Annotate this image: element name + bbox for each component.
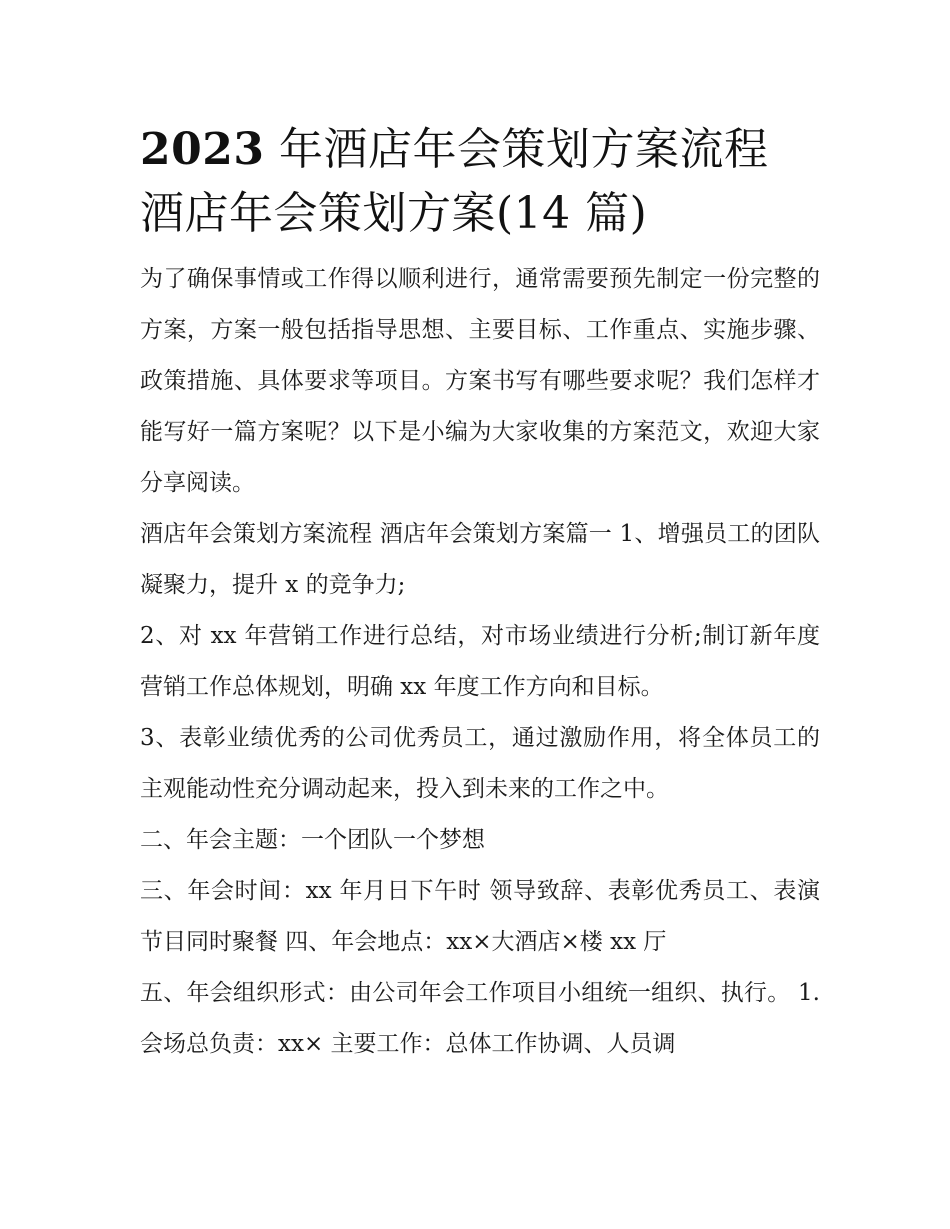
title-text: 年酒店年会策划方案流程 酒店年会策划方案(14 篇) <box>140 124 769 239</box>
title-year: 2023 <box>140 124 265 175</box>
paragraph-goal-1: 酒店年会策划方案流程 酒店年会策划方案篇一 1、增强员工的团队凝聚力，提升 x 的竞争力; <box>140 521 820 598</box>
paragraph-organization: 五、年会组织形式：由公司年会工作项目小组统一组织、执行。 1.会场总负责：xx× 主要工作：总体工作协调、人员调 <box>140 980 820 1057</box>
document-body <box>140 118 820 1070</box>
paragraph-intro: 为了确保事情或工作得以顺利进行，通常需要预先制定一份完整的方案，方案一般包括指导思想、主要目标、工作重点、实施步骤、政策措施、具体要求等项目。方案书写有哪些要求呢？我们怎样才能写好一篇方案呢？以下是小编为大家收集的方案范文，欢迎大家分享阅读。 <box>140 266 820 496</box>
paragraph-theme: 二、年会主题：一个团队一个梦想 <box>140 827 485 853</box>
paragraph-time-location: 三、年会时间：xx 年月日下午时 领导致辞、表彰优秀员工、表演节目同时聚餐 四、年会地点：xx×大酒店×楼 xx 厅 <box>140 878 820 955</box>
document-title <box>140 118 820 246</box>
paragraph-goal-3: 3、表彰业绩优秀的公司优秀员工，通过激励作用，将全体员工的主观能动性充分调动起来，投入到未来的工作之中。 <box>140 725 820 802</box>
paragraph-goal-2: 2、对 xx 年营销工作进行总结，对市场业绩进行分析;制订新年度营销工作总体规划，明确 xx 年度工作方向和目标。 <box>140 623 820 700</box>
